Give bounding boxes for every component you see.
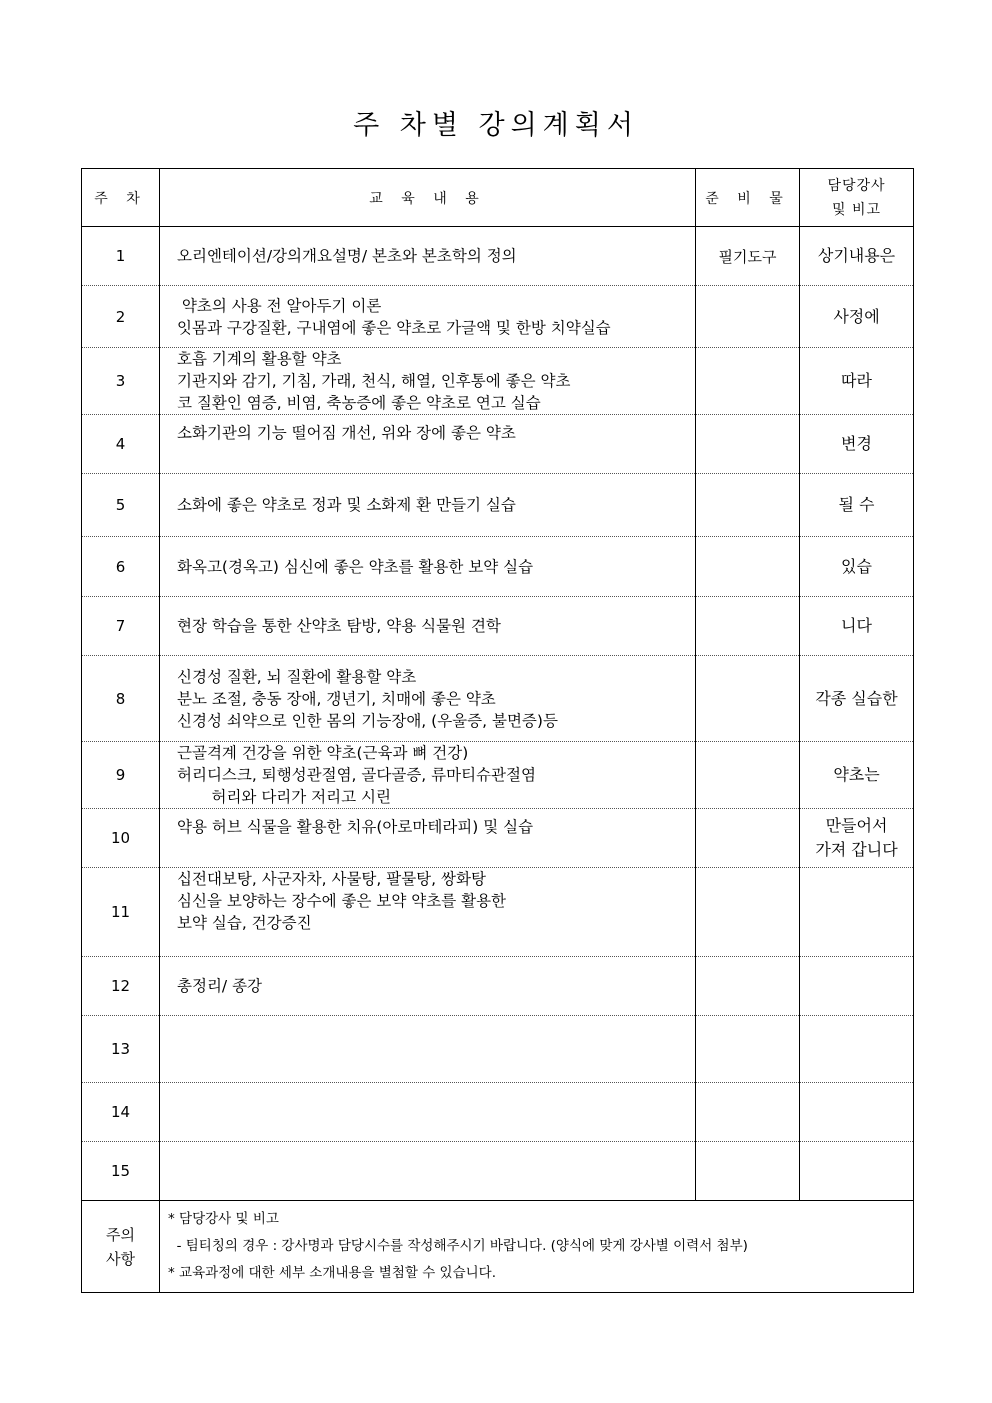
- week-number: 3: [82, 348, 160, 415]
- header-note-line2: 및 비고: [831, 201, 882, 218]
- week-note: 니다: [800, 597, 914, 656]
- week-number: 4: [82, 415, 160, 474]
- week-note: 약초는: [800, 742, 914, 809]
- week-note: [800, 957, 914, 1016]
- content-line: [177, 838, 695, 860]
- week-number: 5: [82, 474, 160, 537]
- week-prep: [696, 415, 800, 474]
- lecture-plan-table: [81, 168, 914, 1293]
- content-line: [177, 1038, 695, 1060]
- content-line: 보약 실습, 건강증진: [177, 914, 312, 932]
- notice-label: [82, 1201, 160, 1293]
- table-row: [82, 537, 914, 597]
- week-prep: [696, 656, 800, 742]
- content-line: 심신을 보양하는 장수에 좋은 보약 약초를 활용한: [177, 892, 507, 910]
- notice-line: * 교육과정에 대한 세부 소개내용을 별첨할 수 있습니다.: [168, 1265, 496, 1281]
- content-line: 신경성 쇠약으로 인한 몸의 기능장애, (우울증, 불면증)등: [177, 711, 558, 730]
- content-line: 오리엔테이션/강의개요설명/ 본초와 본초학의 정의: [177, 247, 517, 265]
- content-line: [177, 444, 695, 466]
- week-prep: [696, 537, 800, 597]
- table-header-row: [82, 169, 914, 227]
- week-note: [800, 1016, 914, 1083]
- week-prep: [696, 1016, 800, 1083]
- content-line: 신경성 질환, 뇌 질환에 활용할 약초: [177, 667, 417, 686]
- week-number: 10: [82, 809, 160, 868]
- content-line: 총정리/ 종강: [177, 977, 263, 995]
- week-content: [160, 1142, 696, 1201]
- header-content: 교 육 내 용: [160, 169, 696, 227]
- week-content: [160, 868, 696, 957]
- notice-label-line2: 사항: [106, 1249, 135, 1268]
- header-week: 주 차: [82, 169, 160, 227]
- week-prep: [696, 1083, 800, 1142]
- week-content: [160, 957, 696, 1016]
- table-row: [82, 1016, 914, 1083]
- week-content: [160, 474, 696, 537]
- week-content: [160, 1083, 696, 1142]
- header-prep: 준 비 물: [696, 169, 800, 227]
- header-note-line1: 담당강사: [827, 177, 886, 194]
- week-note: 각종 실습한: [800, 656, 914, 742]
- content-line: 기관지와 감기, 기침, 가래, 천식, 해열, 인후통에 좋은 약초: [177, 372, 571, 390]
- table-row: [82, 656, 914, 742]
- table-row: [82, 957, 914, 1016]
- week-prep: [696, 474, 800, 537]
- content-line: 소화에 좋은 약초로 정과 및 소화제 환 만들기 실습: [177, 496, 516, 514]
- week-number: 14: [82, 1083, 160, 1142]
- week-prep: 필기도구: [696, 227, 800, 286]
- week-prep: [696, 348, 800, 415]
- week-prep: [696, 809, 800, 868]
- week-note: 될 수: [800, 474, 914, 537]
- table-row: [82, 1083, 914, 1142]
- page-title: 주 차별 강의계획서: [353, 110, 639, 141]
- content-line: 십전대보탕, 사군자차, 사물탕, 팔물탕, 쌍화탕: [177, 870, 486, 888]
- content-line: 허리디스크, 퇴행성관절염, 골다골증, 류마티슈관절염: [177, 766, 536, 784]
- week-number: 15: [82, 1142, 160, 1201]
- content-line: [177, 1160, 695, 1182]
- week-note: 만들어서 가져 갑니다: [800, 809, 914, 868]
- week-note: 상기내용은: [800, 227, 914, 286]
- week-content: [160, 597, 696, 656]
- table-row: [82, 227, 914, 286]
- week-content: [160, 415, 696, 474]
- content-line: 현장 학습을 통한 산약초 탐방, 약용 식물원 견학: [177, 617, 501, 635]
- content-line: [177, 934, 695, 956]
- week-content: [160, 348, 696, 415]
- week-number: 2: [82, 286, 160, 348]
- content-line: 소화기관의 기능 떨어짐 개선, 위와 장에 좋은 약초: [177, 424, 516, 442]
- week-number: 1: [82, 227, 160, 286]
- week-content: [160, 1016, 696, 1083]
- week-number: 13: [82, 1016, 160, 1083]
- week-number: 11: [82, 868, 160, 957]
- table-row: [82, 597, 914, 656]
- week-prep: [696, 742, 800, 809]
- content-line: [177, 1101, 695, 1123]
- content-line: 화옥고(경옥고) 심신에 좋은 약초를 활용한 보약 실습: [177, 557, 534, 576]
- table-row: [82, 415, 914, 474]
- week-content: [160, 809, 696, 868]
- content-line: 코 질환인 염증, 비염, 축농증에 좋은 약초로 연고 실습: [177, 394, 541, 412]
- table-row: [82, 286, 914, 348]
- notice-row: [82, 1201, 914, 1293]
- table-row: [82, 868, 914, 957]
- week-content: [160, 286, 696, 348]
- week-content: [160, 537, 696, 597]
- content-line: 잇몸과 구강질환, 구내염에 좋은 약초로 가글액 및 한방 치약실습: [177, 318, 611, 337]
- table-row: [82, 809, 914, 868]
- week-number: 6: [82, 537, 160, 597]
- week-note: [800, 1142, 914, 1201]
- table-row: [82, 348, 914, 415]
- week-content: [160, 227, 696, 286]
- notice-line: * 담당강사 및 비고: [168, 1211, 279, 1227]
- header-note: [800, 169, 914, 227]
- table-row: [82, 742, 914, 809]
- week-note: [800, 868, 914, 957]
- notice-text: [160, 1201, 914, 1293]
- content-line: 약초의 사용 전 알아두기 이론: [177, 296, 382, 315]
- week-note: 있습: [800, 537, 914, 597]
- week-prep: [696, 1142, 800, 1201]
- table-row: [82, 474, 914, 537]
- week-number: 8: [82, 656, 160, 742]
- week-note: 따라: [800, 348, 914, 415]
- notice-label-line1: 주의: [106, 1225, 135, 1244]
- week-prep: [696, 597, 800, 656]
- week-prep: [696, 868, 800, 957]
- week-note: 변경: [800, 415, 914, 474]
- content-line: 분노 조절, 충동 장애, 갱년기, 치매에 좋은 약초: [177, 689, 496, 708]
- week-number: 12: [82, 957, 160, 1016]
- week-number: 9: [82, 742, 160, 809]
- week-note: [800, 1083, 914, 1142]
- content-line: 허리와 다리가 저리고 시린: [177, 788, 391, 806]
- week-content: [160, 656, 696, 742]
- content-line: 약용 허브 식물을 활용한 치유(아로마테라피) 및 실습: [177, 818, 534, 836]
- week-prep: [696, 957, 800, 1016]
- week-number: 7: [82, 597, 160, 656]
- content-line: 호흡 기계의 활용할 약초: [177, 350, 342, 368]
- week-content: [160, 742, 696, 809]
- week-note: 사정에: [800, 286, 914, 348]
- notice-line: - 팀티칭의 경우 : 강사명과 담당시수를 작성해주시기 바랍니다. (양식에 맞게 강사별 이력서 첨부): [168, 1238, 748, 1254]
- content-line: 근골격계 건강을 위한 약초(근육과 뼈 건강): [177, 744, 469, 762]
- week-prep: [696, 286, 800, 348]
- table-row: [82, 1142, 914, 1201]
